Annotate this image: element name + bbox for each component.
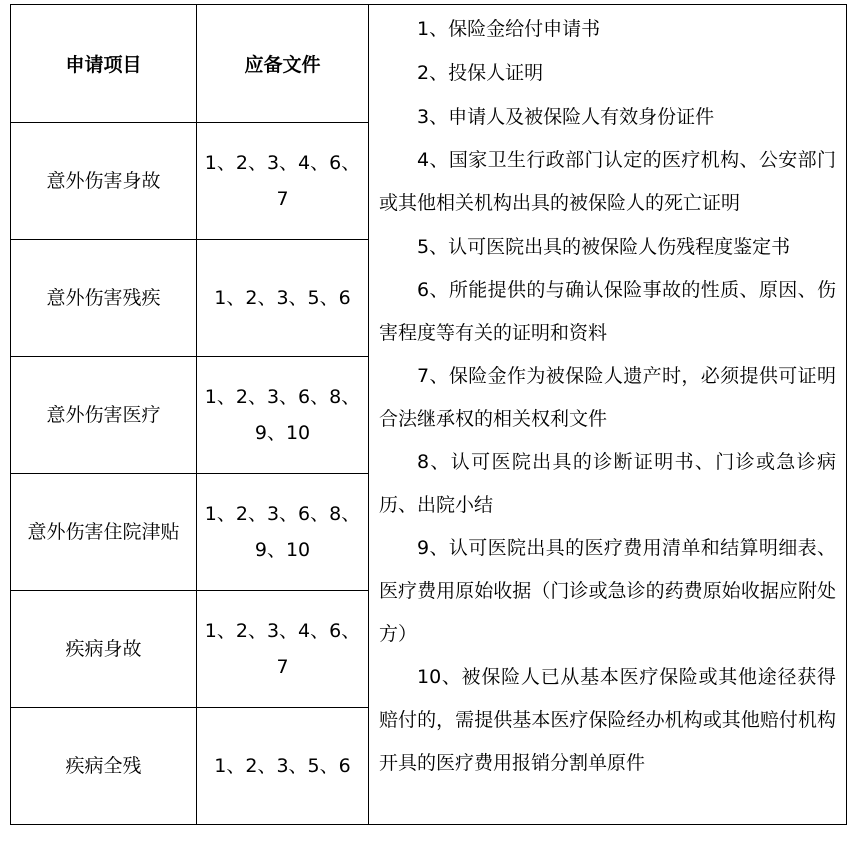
claim-item: 疾病全残 xyxy=(11,708,197,825)
claim-docs: 1、2、3、6、8、9、10 xyxy=(197,474,369,591)
header-row xyxy=(11,5,847,123)
claim-item: 疾病身故 xyxy=(11,591,197,708)
note-item: 4、国家卫生行政部门认定的医疗机构、公安部门或其他相关机构出具的被保险人的死亡证明 xyxy=(379,149,836,214)
note-item: 10、被保险人已从基本医疗保险或其他途径获得赔付的，需提供基本医疗保险经办机构或其他赔付机构开具的医疗费用报销分割单原件 xyxy=(379,666,836,774)
claim-docs: 1、2、3、4、6、7 xyxy=(197,591,369,708)
note-item: 2、投保人证明 xyxy=(417,62,544,84)
note-item: 9、认可医院出具的医疗费用清单和结算明细表、医疗费用原始收据（门诊或急诊的药费原始收据应附处方） xyxy=(379,537,836,645)
claim-item: 意外伤害残疾 xyxy=(11,240,197,357)
note-item: 3、申请人及被保险人有效身份证件 xyxy=(417,106,715,128)
claim-item: 意外伤害医疗 xyxy=(11,357,197,474)
claim-item: 意外伤害住院津贴 xyxy=(11,474,197,591)
header-docs: 应备文件 xyxy=(197,5,369,123)
required-documents-list xyxy=(369,5,847,825)
header-item: 申请项目 xyxy=(11,5,197,123)
note-item: 1、保险金给付申请书 xyxy=(417,18,601,40)
note-item: 5、认可医院出具的被保险人伤残程度鉴定书 xyxy=(417,236,791,258)
claim-docs: 1、2、3、5、6 xyxy=(197,708,369,825)
claim-docs: 1、2、3、5、6 xyxy=(197,240,369,357)
claim-documents-table xyxy=(10,4,847,825)
note-item: 8、认可医院出具的诊断证明书、门诊或急诊病历、出院小结 xyxy=(379,451,836,516)
claim-item: 意外伤害身故 xyxy=(11,123,197,240)
note-item: 6、所能提供的与确认保险事故的性质、原因、伤害程度等有关的证明和资料 xyxy=(379,279,836,344)
claim-docs: 1、2、3、6、8、9、10 xyxy=(197,357,369,474)
note-item: 7、保险金作为被保险人遗产时，必须提供可证明合法继承权的相关权利文件 xyxy=(379,365,836,430)
claim-docs: 1、2、3、4、6、7 xyxy=(197,123,369,240)
